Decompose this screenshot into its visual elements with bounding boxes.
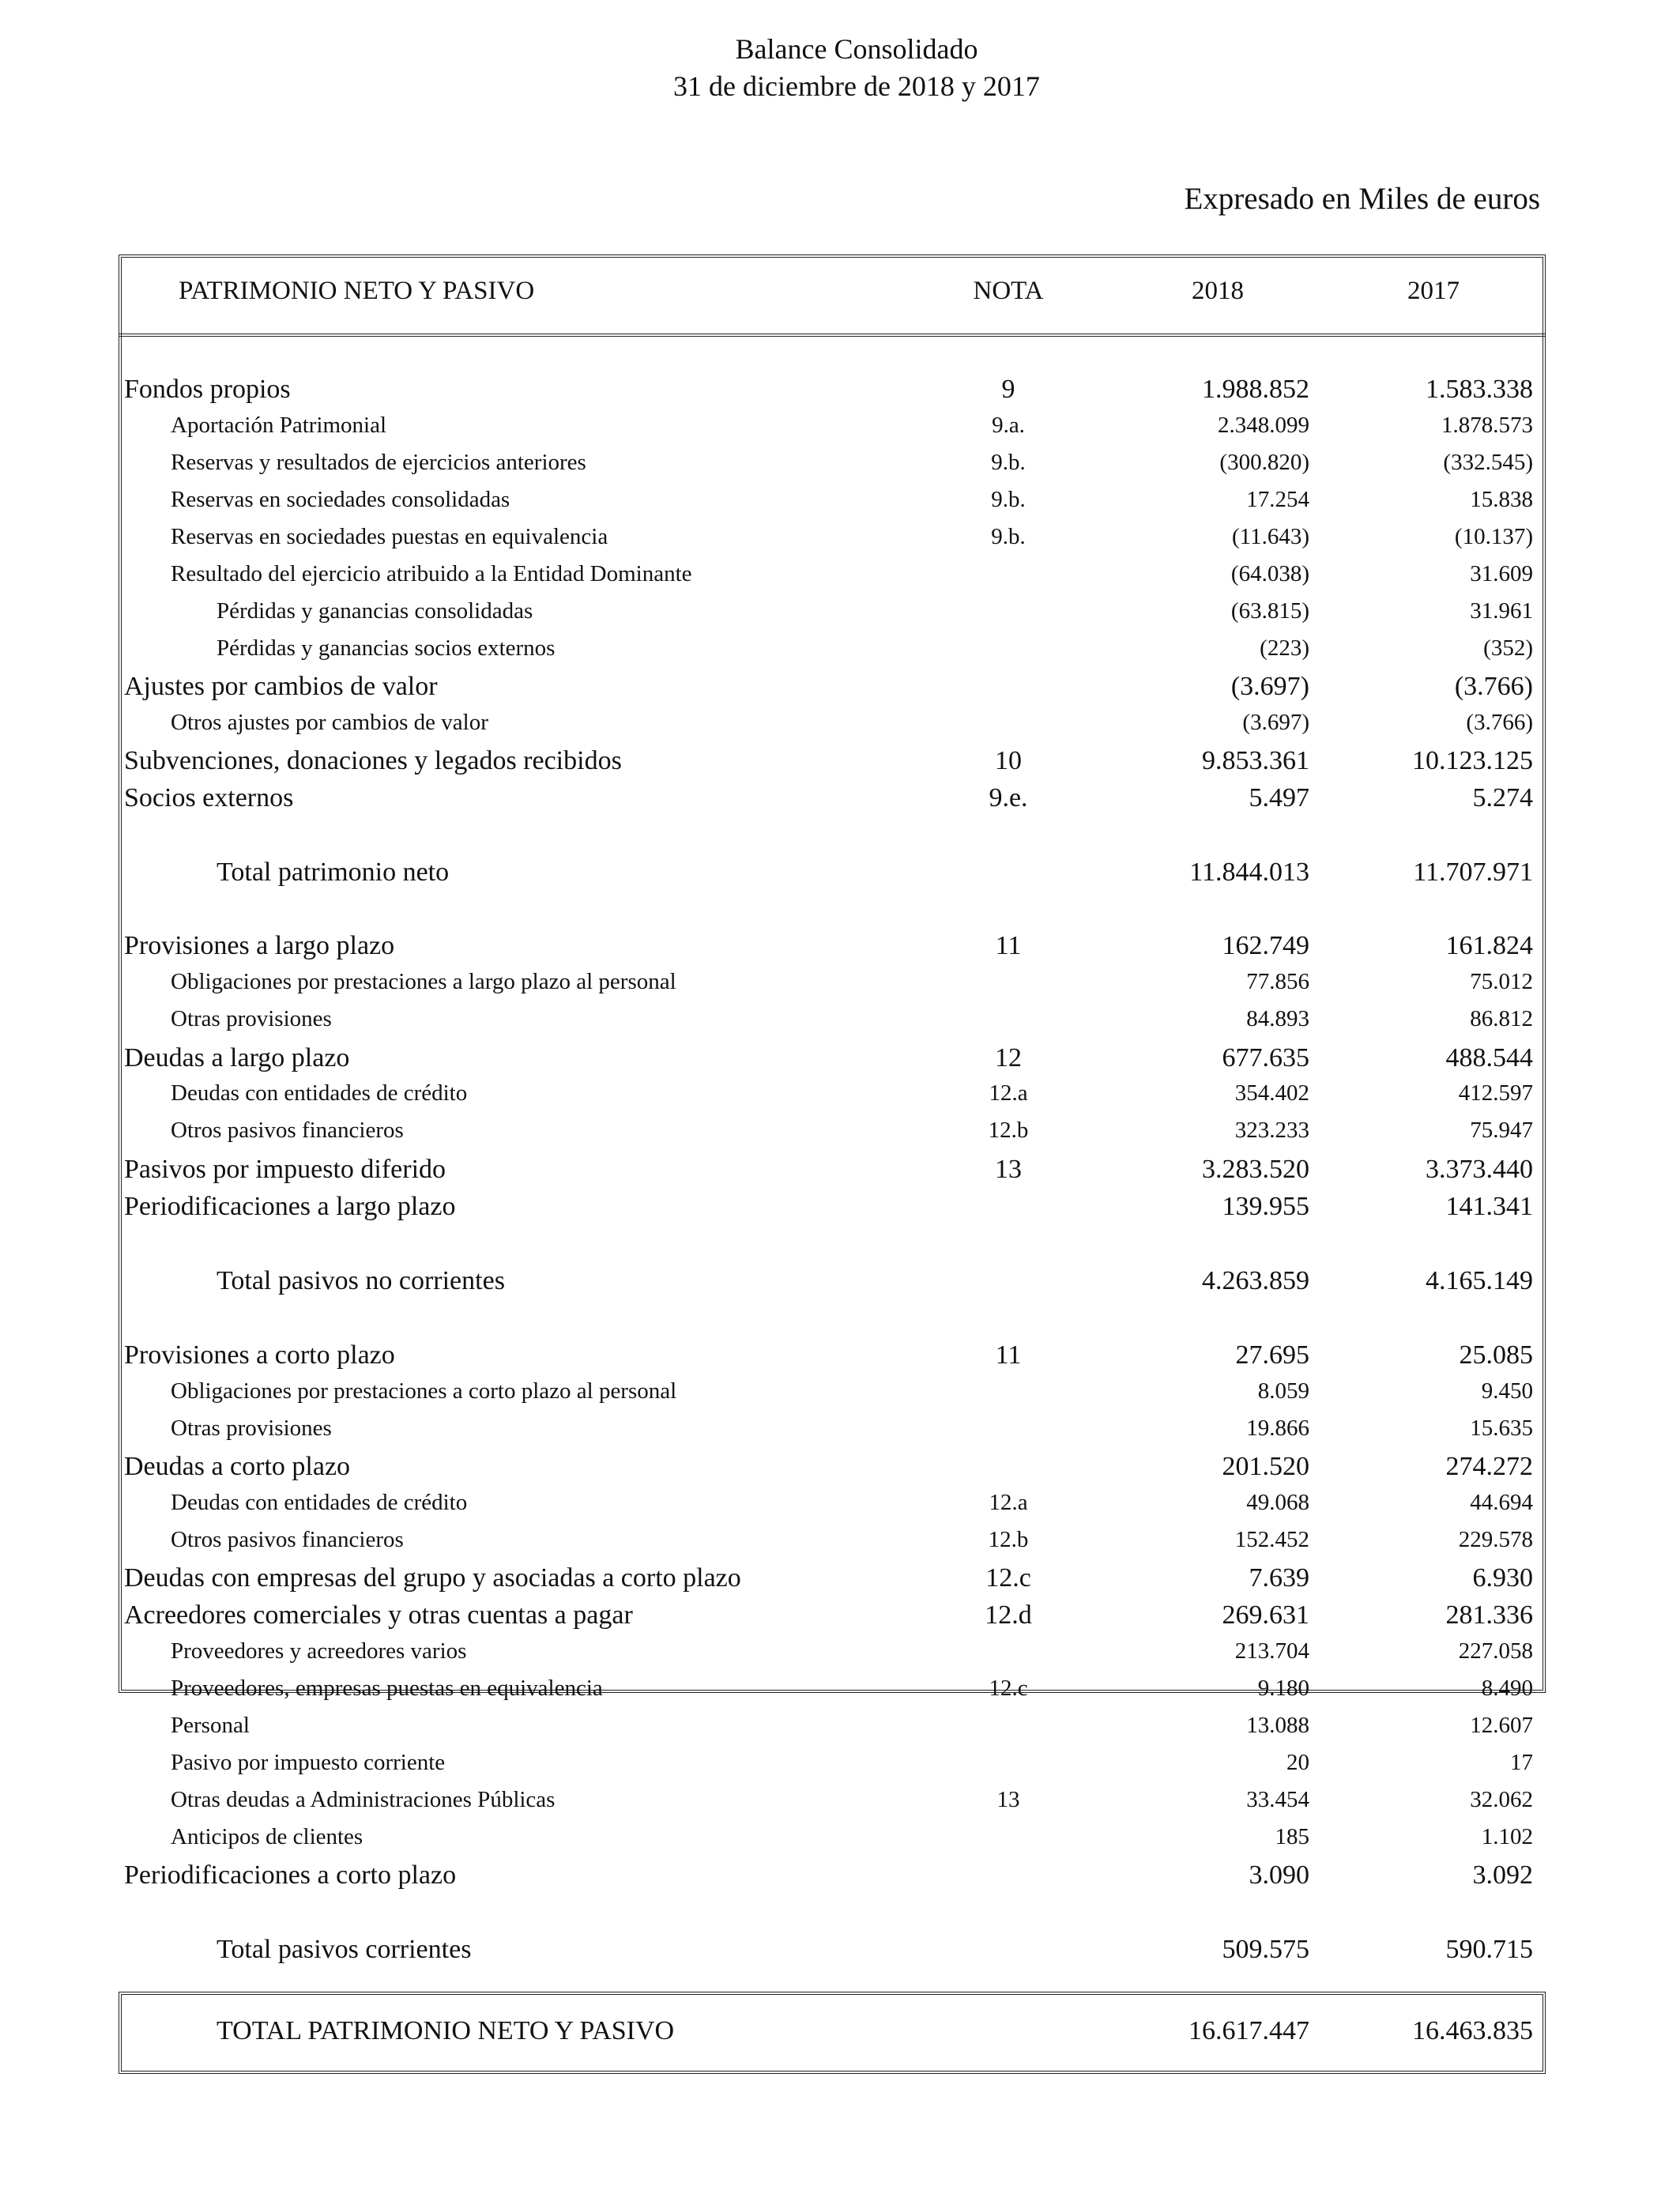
row-nota: 9.b. (991, 524, 1026, 549)
row-value-2018: 84.893 (1246, 1006, 1309, 1031)
row-label: Deudas con entidades de crédito (171, 1490, 468, 1515)
row-label: Otras deudas a Administraciones Públicas (171, 1787, 556, 1812)
row-label: Deudas a largo plazo (124, 1043, 350, 1072)
row-value-2018: (300.820) (1219, 450, 1309, 475)
row-value-2018: 5.497 (1249, 783, 1309, 812)
row-value-2017: 44.694 (1470, 1490, 1533, 1515)
row-value-2017: 1.102 (1481, 1824, 1533, 1849)
row-label: Deudas con empresas del grupo y asociadas a corto plazo (124, 1563, 741, 1593)
row-nota: 12.c (985, 1563, 1031, 1593)
row-nota: 9.b. (991, 487, 1026, 512)
row-value-2018: (223) (1260, 635, 1309, 661)
row-label: Pérdidas y ganancias consolidadas (217, 598, 533, 624)
row-value-2017: 1.583.338 (1426, 375, 1533, 404)
row-value-2018: 3.283.520 (1202, 1155, 1309, 1184)
row-value-2018: 1.988.852 (1202, 375, 1309, 404)
row-value-2018: 49.068 (1246, 1490, 1309, 1515)
row-value-2017: 281.336 (1445, 1600, 1533, 1630)
row-label: Proveedores, empresas puestas en equivalencia (171, 1676, 603, 1701)
row-value-2018: (63.815) (1230, 598, 1309, 624)
row-value-2017: 412.597 (1458, 1080, 1533, 1106)
row-value-2017: 141.341 (1445, 1192, 1533, 1221)
row-label: Deudas con entidades de crédito (171, 1080, 468, 1106)
row-label: Fondos propios (124, 375, 291, 404)
row-value-2018: (11.643) (1232, 524, 1309, 549)
row-value-2018: 677.635 (1222, 1043, 1309, 1072)
row-value-2017: 31.609 (1470, 561, 1533, 586)
column-header-2018: 2018 (1192, 277, 1244, 305)
row-nota: 9.b. (991, 450, 1026, 475)
row-value-2017: 9.450 (1481, 1378, 1533, 1404)
row-value-2017: 86.812 (1470, 1006, 1533, 1031)
row-value-2017: 10.123.125 (1412, 746, 1533, 775)
row-value-2017: 8.490 (1481, 1676, 1533, 1701)
row-value-2017: 3.373.440 (1426, 1155, 1533, 1184)
row-label: Pérdidas y ganancias socios externos (217, 635, 556, 661)
row-value-2018: 19.866 (1246, 1416, 1309, 1441)
row-value-2017: 229.578 (1458, 1527, 1533, 1552)
row-value-2018: 13.088 (1246, 1713, 1309, 1738)
row-value-2017: (352) (1483, 635, 1533, 661)
row-label: Reservas y resultados de ejercicios anteriores (171, 450, 586, 475)
row-label: Total pasivos no corrientes (217, 1266, 505, 1295)
row-value-2017: 31.961 (1470, 598, 1533, 624)
row-value-2017: (3.766) (1466, 710, 1533, 735)
row-value-2017: 227.058 (1458, 1638, 1533, 1664)
row-value-2018: 8.059 (1257, 1378, 1309, 1404)
grand-total-2018: 16.617.447 (1188, 2016, 1309, 2045)
row-value-2018: 17.254 (1246, 487, 1309, 512)
row-value-2018: 4.263.859 (1202, 1266, 1309, 1295)
row-nota: 9.e. (989, 783, 1028, 812)
row-value-2018: 269.631 (1222, 1600, 1309, 1630)
row-value-2018: (3.697) (1242, 710, 1309, 735)
row-value-2017: 75.012 (1470, 969, 1533, 994)
row-value-2017: 488.544 (1445, 1043, 1533, 1072)
document-title: Balance Consolidado (735, 33, 978, 65)
row-value-2017: (10.137) (1454, 524, 1533, 549)
row-value-2018: 139.955 (1222, 1192, 1309, 1221)
grand-total-label: TOTAL PATRIMONIO NETO Y PASIVO (217, 2016, 675, 2045)
row-value-2017: 3.092 (1472, 1860, 1533, 1890)
row-label: Acreedores comerciales y otras cuentas a pagar (124, 1600, 633, 1630)
row-label: Ajustes por cambios de valor (124, 672, 438, 701)
row-label: Otros ajustes por cambios de valor (171, 710, 488, 735)
row-value-2017: 25.085 (1459, 1340, 1533, 1370)
currency-note: Expresado en Miles de euros (1184, 182, 1540, 216)
row-value-2018: (3.697) (1230, 672, 1309, 701)
row-value-2017: 161.824 (1445, 931, 1533, 960)
row-label: Otras provisiones (171, 1006, 332, 1031)
grand-total-2017: 16.463.835 (1412, 2016, 1533, 2045)
row-value-2017: 15.635 (1470, 1416, 1533, 1441)
row-label: Proveedores y acreedores varios (171, 1638, 467, 1664)
row-value-2018: 509.575 (1222, 1935, 1309, 1964)
row-label: Periodificaciones a largo plazo (124, 1192, 456, 1221)
row-label: Obligaciones por prestaciones a corto plazo al personal (171, 1378, 677, 1404)
row-label: Total pasivos corrientes (217, 1935, 472, 1964)
row-value-2018: 9.180 (1257, 1676, 1309, 1701)
row-label: Provisiones a largo plazo (124, 931, 395, 960)
column-header-2017: 2017 (1407, 277, 1460, 305)
row-value-2017: 6.930 (1472, 1563, 1533, 1593)
row-value-2017: 11.707.971 (1413, 858, 1533, 887)
row-nota: 12.d (985, 1600, 1032, 1630)
row-label: Pasivos por impuesto diferido (124, 1155, 446, 1184)
row-label: Reservas en sociedades consolidadas (171, 487, 510, 512)
row-nota: 12.c (989, 1676, 1028, 1701)
row-value-2017: 274.272 (1445, 1452, 1533, 1481)
row-value-2018: 213.704 (1234, 1638, 1309, 1664)
row-label: Periodificaciones a corto plazo (124, 1860, 457, 1890)
row-value-2018: 9.853.361 (1202, 746, 1309, 775)
row-value-2018: 77.856 (1246, 969, 1309, 994)
row-value-2017: 12.607 (1470, 1713, 1533, 1738)
row-value-2018: 323.233 (1234, 1118, 1309, 1143)
row-label: Deudas a corto plazo (124, 1452, 351, 1481)
row-label: Pasivo por impuesto corriente (171, 1750, 446, 1775)
row-label: Anticipos de clientes (171, 1824, 363, 1849)
row-nota: 12.a (989, 1080, 1028, 1106)
row-value-2018: 11.844.013 (1189, 858, 1309, 887)
row-label: Otras provisiones (171, 1416, 332, 1441)
row-value-2018: 152.452 (1234, 1527, 1309, 1552)
row-label: Otros pasivos financieros (171, 1527, 404, 1552)
row-nota: 12.a (989, 1490, 1028, 1515)
row-value-2018: 3.090 (1249, 1860, 1309, 1890)
row-value-2018: 201.520 (1222, 1452, 1309, 1481)
row-nota: 12 (995, 1043, 1022, 1072)
row-nota: 11 (995, 931, 1022, 960)
row-value-2017: 17 (1510, 1750, 1533, 1775)
row-nota: 9.a. (992, 413, 1025, 438)
row-label: Total patrimonio neto (217, 858, 450, 887)
row-value-2017: (3.766) (1454, 672, 1533, 701)
row-value-2017: (332.545) (1443, 450, 1533, 475)
row-nota: 10 (995, 746, 1022, 775)
row-value-2017: 32.062 (1470, 1787, 1533, 1812)
row-label: Resultado del ejercicio atribuido a la Entidad Dominante (171, 561, 692, 586)
row-value-2018: 185 (1275, 1824, 1309, 1849)
row-nota: 9 (1001, 375, 1015, 404)
row-value-2017: 4.165.149 (1426, 1266, 1533, 1295)
row-value-2017: 75.947 (1470, 1118, 1533, 1143)
row-label: Reservas en sociedades puestas en equivalencia (171, 524, 608, 549)
row-label: Provisiones a corto plazo (124, 1340, 395, 1370)
row-value-2018: 33.454 (1246, 1787, 1309, 1812)
row-value-2018: 20 (1286, 1750, 1309, 1775)
row-label: Aportación Patrimonial (171, 413, 387, 438)
row-value-2018: 354.402 (1234, 1080, 1309, 1106)
document-subtitle: 31 de diciembre de 2018 y 2017 (673, 70, 1040, 102)
row-nota: 13 (996, 1787, 1020, 1812)
row-value-2018: (64.038) (1230, 561, 1309, 586)
column-header-label: PATRIMONIO NETO Y PASIVO (179, 277, 535, 305)
row-label: Otros pasivos financieros (171, 1118, 404, 1143)
row-value-2018: 27.695 (1235, 1340, 1309, 1370)
row-nota: 11 (995, 1340, 1022, 1370)
row-label: Subvenciones, donaciones y legados recibidos (124, 746, 622, 775)
row-value-2017: 590.715 (1445, 1935, 1533, 1964)
row-nota: 12.b (988, 1118, 1029, 1143)
row-value-2018: 7.639 (1249, 1563, 1309, 1593)
row-nota: 12.b (988, 1527, 1029, 1552)
row-label: Obligaciones por prestaciones a largo plazo al personal (171, 969, 676, 994)
row-nota: 13 (995, 1155, 1022, 1184)
row-value-2017: 5.274 (1472, 783, 1533, 812)
row-value-2018: 162.749 (1222, 931, 1309, 960)
row-label: Socios externos (124, 783, 294, 812)
row-value-2018: 2.348.099 (1218, 413, 1309, 438)
row-label: Personal (171, 1713, 250, 1738)
row-value-2017: 15.838 (1470, 487, 1533, 512)
column-header-nota: NOTA (973, 277, 1044, 305)
row-value-2017: 1.878.573 (1441, 413, 1533, 438)
